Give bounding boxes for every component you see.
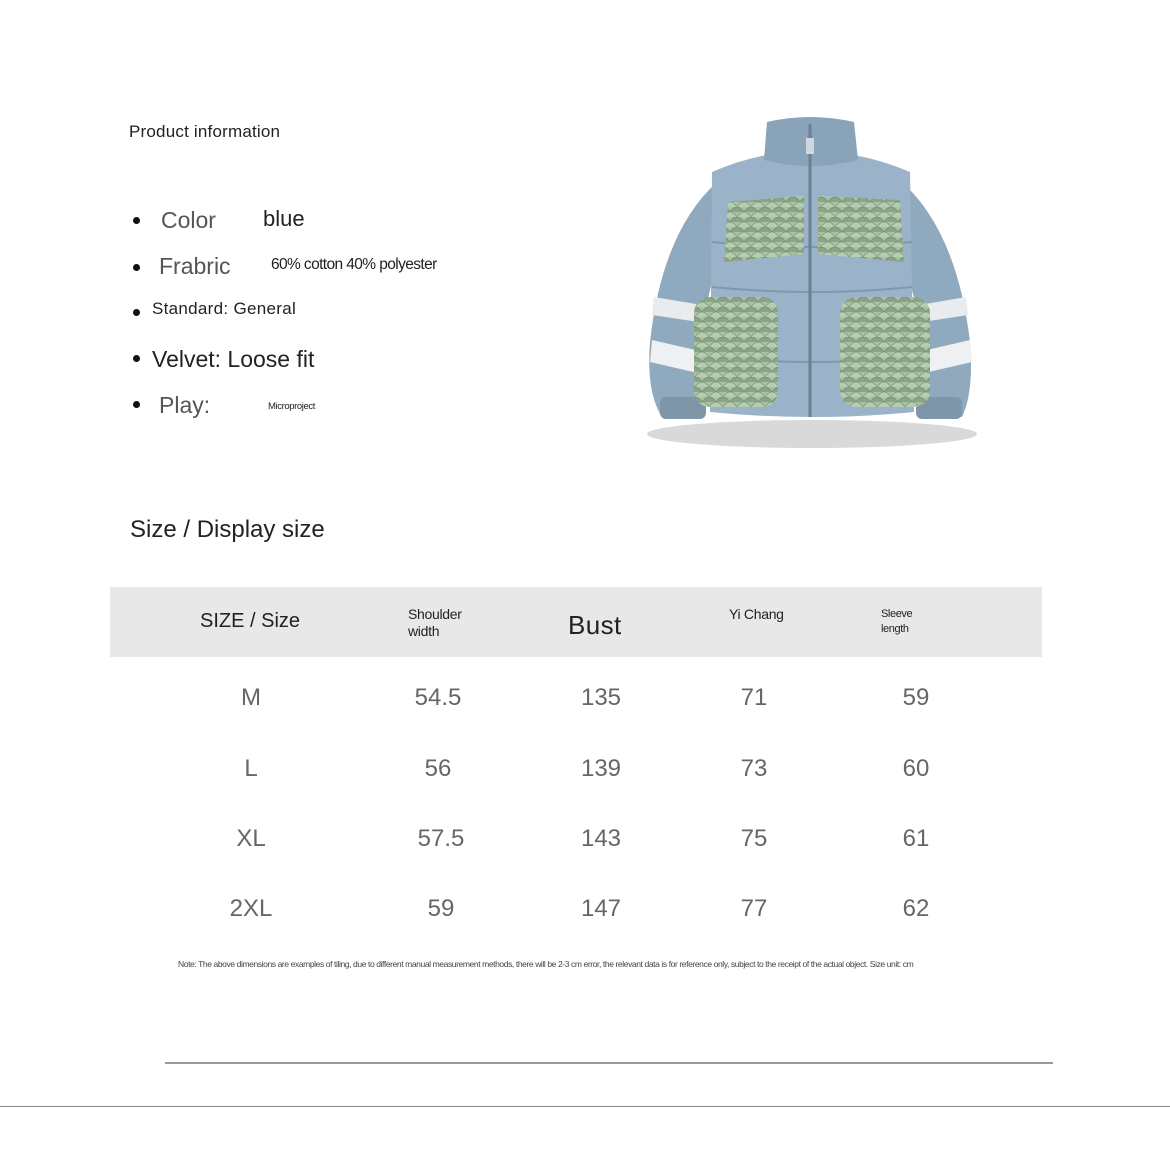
cell-bust: 147 [580, 895, 622, 922]
bullet-color [133, 217, 140, 224]
spec-color-value: blue [263, 206, 305, 231]
cell-length: 73 [740, 755, 768, 782]
spec-fabric-label: Frabric [159, 253, 231, 279]
divider [165, 1062, 1053, 1064]
product-info-title: Product information [129, 122, 281, 141]
cell-length: 71 [740, 684, 768, 711]
size-section-title: Size / Display size [130, 516, 325, 543]
spec-velvet: Velvet: Loose fit [152, 346, 315, 372]
header-shoulder-line2: width [408, 623, 440, 639]
cell-size: L [244, 755, 258, 782]
spec-play-label: Play: [159, 392, 211, 418]
header-shoulder-width [408, 606, 462, 640]
cell-length: 75 [740, 825, 768, 852]
header-sleeve-line1: Sleeve [881, 608, 913, 620]
cell-sleeve: 59 [902, 684, 930, 711]
cell-shoulder: 59 [427, 895, 455, 922]
cell-bust: 135 [580, 684, 622, 711]
cell-size: M [241, 684, 261, 711]
cell-shoulder: 54.5 [414, 684, 462, 711]
header-shoulder-line1: Shoulder [408, 606, 462, 622]
spec-color-label: Color [161, 207, 216, 233]
cell-bust: 139 [580, 755, 622, 782]
header-bust: Bust [568, 610, 622, 640]
cell-bust: 143 [580, 825, 622, 852]
cell-size: XL [236, 825, 266, 852]
header-yi-chang: Yi Chang [729, 606, 784, 622]
bullet-play [133, 401, 140, 408]
size-note: Note: The above dimensions are examples of tiling, due to different manual measurement methods, there will be 2-3 cm error, the relevant data is for reference only, subject to the receipt of the actual object. Size unit: cm [178, 959, 914, 969]
cell-sleeve: 60 [902, 755, 930, 782]
cell-shoulder: 56 [424, 755, 452, 782]
jacket-image [632, 112, 987, 457]
cell-sleeve: 62 [902, 895, 930, 922]
cell-length: 77 [740, 895, 768, 922]
spec-fabric-value: 60% cotton 40% polyester [271, 256, 437, 273]
cell-size: 2XL [229, 895, 273, 922]
cell-sleeve: 61 [902, 825, 930, 852]
divider-bottom [0, 1106, 1170, 1107]
header-sleeve-length [881, 607, 912, 637]
bullet-fabric [133, 264, 140, 271]
bullet-standard [133, 309, 140, 316]
header-size: SIZE / Size [200, 610, 301, 632]
cell-shoulder: 57.5 [417, 825, 465, 852]
header-sleeve-line2: length [881, 623, 909, 635]
spec-standard: Standard: General [152, 299, 297, 318]
spec-play-value: Microproject [268, 401, 315, 412]
bullet-velvet [133, 355, 140, 362]
